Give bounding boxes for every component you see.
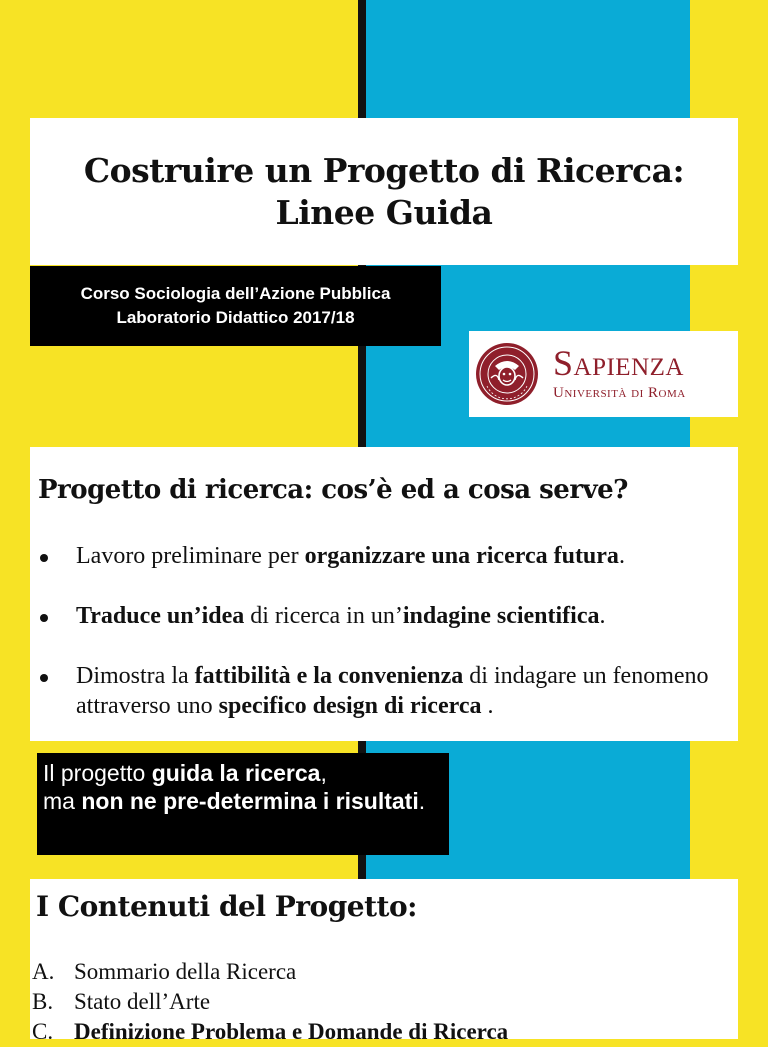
text: . bbox=[418, 788, 426, 814]
title-line-2: Linee Guida bbox=[275, 192, 493, 232]
bullet-icon bbox=[40, 554, 48, 562]
emphasis: indagine scientifica bbox=[402, 603, 600, 629]
bullet-icon bbox=[40, 614, 48, 622]
list-item bbox=[32, 987, 508, 1017]
title-line-1: Costruire un Progetto di Ricerca: bbox=[83, 150, 685, 190]
list-label: Definizione Problema e Domande di Ricerca bbox=[74, 1019, 509, 1044]
list-marker: B. bbox=[32, 989, 54, 1014]
list-label: Sommario della Ricerca bbox=[74, 959, 297, 984]
text: . bbox=[481, 693, 494, 719]
text: Lavoro preliminare per bbox=[76, 543, 305, 569]
title-box bbox=[30, 118, 738, 265]
course-name: Corso Sociologia dell’Azione Pubblica bbox=[80, 284, 391, 303]
text: , bbox=[320, 760, 327, 786]
emphasis: specifico design di ricerca bbox=[218, 693, 482, 719]
text: di ricerca in un’ bbox=[244, 603, 403, 629]
brand-name: Sapienza bbox=[553, 343, 684, 383]
list-item bbox=[38, 601, 718, 631]
text: Dimostra la bbox=[76, 663, 195, 689]
text: . bbox=[599, 603, 606, 629]
list-marker: C. bbox=[32, 1019, 54, 1044]
emphasis: non ne pre-determina i risultati bbox=[81, 788, 419, 814]
text: . bbox=[618, 543, 625, 569]
list-marker: A. bbox=[32, 959, 55, 984]
list-item bbox=[38, 661, 718, 721]
bullet-list bbox=[38, 541, 718, 751]
brand-subtitle: Università di Roma bbox=[553, 385, 686, 401]
callout-text bbox=[43, 759, 449, 815]
section-heading: I Contenuti del Progetto: bbox=[36, 890, 417, 923]
emphasis: guida la ricerca bbox=[151, 760, 321, 786]
sapienza-seal-icon bbox=[475, 342, 539, 406]
university-logo bbox=[469, 331, 738, 417]
emphasis: organizzare una ricerca futura bbox=[304, 543, 619, 569]
list-label: Stato dell’Arte bbox=[74, 989, 211, 1014]
callout-box bbox=[37, 753, 449, 855]
emphasis: Traduce un’idea bbox=[76, 603, 245, 629]
section-contents bbox=[30, 879, 738, 1044]
course-lab: Laboratorio Didattico 2017/18 bbox=[116, 308, 355, 327]
list-item bbox=[38, 541, 718, 571]
text: Il progetto bbox=[43, 760, 152, 786]
course-info-box bbox=[30, 266, 441, 346]
text: di indagare un fenomeno attraverso uno bbox=[76, 663, 709, 719]
text: ma bbox=[43, 788, 82, 814]
list-item bbox=[32, 1017, 508, 1047]
list-item bbox=[32, 957, 508, 987]
section-heading: Progetto di ricerca: cos’è ed a cosa serve? bbox=[38, 475, 628, 505]
section-what-is bbox=[30, 447, 738, 741]
page-title bbox=[84, 150, 684, 234]
contents-list bbox=[32, 957, 508, 1047]
bullet-icon bbox=[40, 674, 48, 682]
emphasis: fattibilità e la convenienza bbox=[194, 663, 464, 689]
